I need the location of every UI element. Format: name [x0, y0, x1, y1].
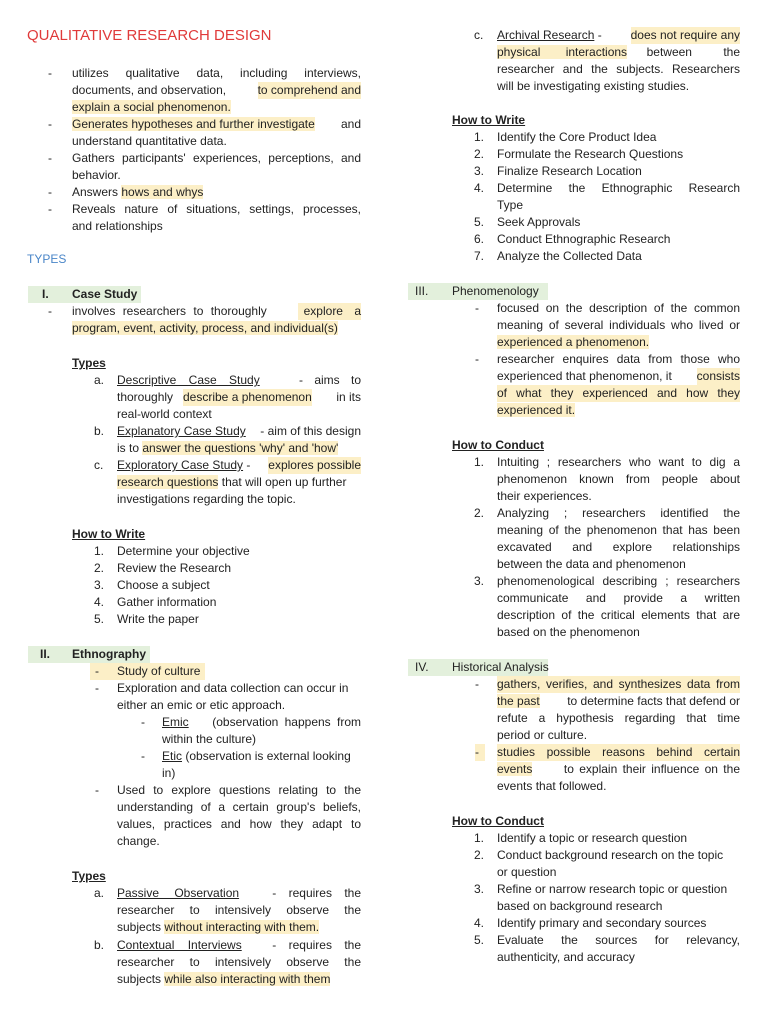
body-text: within the culture) [162, 732, 257, 746]
list-number: 3. [473, 882, 484, 896]
dash-marker: - [475, 301, 479, 315]
highlight-text: hows and whys [121, 185, 204, 199]
body-text [497, 44, 740, 61]
list-item: Identify a topic or research question [497, 831, 688, 845]
body-text: thoroughly [117, 390, 174, 404]
body-text [117, 885, 361, 902]
body-text: subjects [117, 972, 162, 986]
body-text: - aim of this design [260, 424, 361, 438]
list-item: phenomenological describing ; researchers [497, 574, 740, 588]
list-number: 1. [93, 544, 104, 558]
list-item: their experiences. [497, 489, 592, 503]
types-heading: TYPES [27, 252, 67, 266]
body-text: - requires the [272, 886, 361, 900]
list-item: Identify the Core Product Idea [497, 130, 657, 144]
body-text: Exploration and data collection can occur in [117, 681, 349, 695]
how-to-write-heading: How to Write [72, 527, 146, 541]
highlight-text: while also interacting with them [164, 972, 331, 986]
term-link: Archival Research [497, 28, 595, 42]
list-item: Analyzing ; researchers identified the [497, 506, 740, 520]
list-letter: c. [474, 28, 484, 42]
types-subheading: Types [72, 356, 106, 370]
list-number: 1. [473, 455, 484, 469]
list-number: 4. [473, 181, 484, 195]
body-text: - aims to [298, 373, 361, 387]
dash-marker: - [48, 151, 52, 165]
body-text [117, 440, 338, 457]
list-item: description of the critical elements that are [497, 608, 740, 622]
list-item: Refine or narrow research topic or question [497, 882, 728, 896]
list-number: 2. [473, 848, 484, 862]
list-number: 6. [473, 232, 484, 246]
list-item: Write the paper [117, 612, 199, 626]
body-text: experienced that phenomenon, it [497, 369, 672, 383]
list-letter: a. [94, 886, 105, 900]
list-item: Gather information [117, 595, 217, 609]
dash-marker: - [475, 745, 479, 759]
body-text [117, 389, 361, 406]
list-item: based on the phenomenon [497, 625, 640, 639]
section-numeral: I. [42, 287, 49, 301]
body-text: to explain their influence on the [563, 762, 740, 776]
section-numeral: II. [40, 647, 51, 661]
dash-marker: - [95, 664, 99, 678]
dash-marker: - [475, 352, 479, 366]
body-text [117, 919, 319, 936]
body-text [497, 402, 575, 419]
intro-text: understand quantitative data. [72, 134, 227, 148]
body-text: researcher to intensively observe the [117, 903, 361, 917]
list-number: 4. [93, 595, 104, 609]
list-item: Identify primary and secondary sources [497, 916, 707, 930]
body-text: involves researchers to thoroughly [72, 304, 267, 318]
body-text: focused on the description of the common [497, 301, 740, 315]
list-item: communicate and provide a written [497, 591, 740, 605]
highlight-text: physical interactions [497, 45, 628, 59]
list-number: 7. [473, 249, 484, 263]
section-title: Phenomenology [452, 284, 539, 298]
body-text [117, 372, 361, 389]
body-text: (observation happens from [212, 715, 361, 729]
intro-text [72, 184, 203, 201]
list-number: 5. [93, 612, 104, 626]
body-text: events that followed. [497, 779, 607, 793]
highlight-text: Generates hypotheses and further investigate [72, 117, 315, 131]
body-text [162, 714, 361, 731]
list-number: 3. [93, 578, 104, 592]
highlight-text: studies possible reasons behind certain [497, 745, 740, 759]
list-item: Evaluate the sources for relevancy, [497, 933, 740, 947]
intro-text: Answers [72, 185, 119, 199]
how-to-conduct-heading: How to Conduct [452, 814, 544, 828]
body-text [117, 457, 361, 474]
list-item: Determine the Ethnographic Research [497, 181, 740, 195]
highlight-text: research questions [117, 475, 219, 489]
how-to-conduct-heading: How to Conduct [452, 438, 544, 452]
list-number: 3. [473, 574, 484, 588]
intro-text: behavior. [72, 168, 121, 182]
dash-marker: - [475, 677, 479, 691]
list-number: 4. [473, 916, 484, 930]
term-link: Contextual Interviews [117, 938, 242, 952]
term-link: Descriptive Case Study [117, 373, 260, 387]
body-text [72, 303, 361, 320]
list-item: authenticity, and accuracy [497, 950, 635, 964]
list-number: 5. [473, 933, 484, 947]
list-item: Determine your objective [117, 544, 250, 558]
list-item: Finalize Research Location [497, 164, 642, 178]
types-subheading: Types [72, 869, 106, 883]
intro-text: Gathers participants' experiences, perceptions, and [72, 151, 361, 165]
body-text: in its [336, 390, 361, 404]
highlight-text: the past [497, 694, 540, 708]
body-text: to determine facts that defend or [567, 694, 740, 708]
list-item: excavated and explore relationships [497, 540, 740, 554]
page-title: QUALITATIVE RESEARCH DESIGN [27, 27, 272, 44]
list-item: Conduct background research on the topic [497, 848, 724, 862]
list-item: Choose a subject [117, 578, 210, 592]
body-text: real-world context [117, 407, 212, 421]
list-item: Intuiting ; researchers who want to dig a [497, 455, 740, 469]
list-item: Analyze the Collected Data [497, 249, 642, 263]
term-link: Explanatory Case Study [117, 424, 246, 438]
dash-marker: - [95, 681, 99, 695]
body-text: between the [646, 45, 740, 59]
highlight-text: events [497, 762, 533, 776]
body-text [72, 320, 338, 337]
section-numeral: IV. [415, 660, 429, 674]
body-text [117, 971, 330, 988]
list-item: phenomenon known from people about [497, 472, 740, 486]
body-text [497, 27, 740, 44]
body-text: that will open up further [221, 475, 347, 489]
body-text: Study of culture [117, 664, 201, 678]
dash-marker: - [141, 715, 145, 729]
list-number: 1. [473, 130, 484, 144]
body-text: will be investigating existing studies. [497, 79, 690, 93]
highlight-text: program, event, activity, process, and individual(s) [72, 321, 338, 335]
highlight-text: to comprehend and [257, 83, 361, 97]
highlight-text: gathers, verifies, and synthesizes data from [497, 677, 740, 691]
highlight-text: of what they experienced and how they [497, 386, 740, 400]
highlight-text: explores possible [268, 458, 361, 472]
list-item: between the data and phenomenon [497, 557, 686, 571]
highlight-text: describe a phenomenon [183, 390, 312, 404]
list-item: Conduct Ethnographic Research [497, 232, 671, 246]
body-text: in) [162, 766, 176, 780]
body-text [117, 423, 361, 440]
body-text: investigations regarding the topic. [117, 492, 296, 506]
intro-text: and [340, 117, 361, 131]
intro-text: utilizes qualitative data, including interviews, [72, 66, 361, 80]
list-number: 3. [473, 164, 484, 178]
list-item: meaning of the phenomenon that has been [497, 523, 740, 537]
section-numeral: III. [415, 284, 429, 298]
intro-text [72, 99, 231, 116]
body-text [117, 474, 361, 491]
highlight-text: explore a [298, 303, 361, 320]
dash-marker: - [141, 749, 145, 763]
dash-marker: - [48, 117, 52, 131]
body-text [497, 334, 649, 351]
highlight-text: consists [696, 369, 740, 383]
list-letter: c. [94, 458, 104, 472]
body-text: - [246, 458, 251, 472]
highlight-text: does not require any [630, 28, 740, 42]
body-text: meaning of several individuals who lived or [497, 318, 740, 332]
intro-text: Reveals nature of situations, settings, processes, [72, 202, 361, 216]
term-link: Etic [162, 749, 183, 763]
list-number: 2. [473, 506, 484, 520]
body-text: change. [117, 834, 160, 848]
list-item: based on background research [497, 899, 663, 913]
list-item: Review the Research [117, 561, 232, 575]
highlight-text: without interacting with them. [164, 920, 320, 934]
highlight-text: experienced it. [497, 403, 576, 417]
list-letter: b. [94, 938, 105, 952]
body-text: either an emic or etic approach. [117, 698, 286, 712]
body-text: subjects [117, 920, 162, 934]
dash-marker: - [48, 185, 52, 199]
list-item: or question [497, 865, 557, 879]
intro-text [72, 82, 361, 99]
body-text: refute a hypothesis regarding that time [497, 711, 740, 725]
list-item: Type [497, 198, 524, 212]
section-title: Historical Analysis [452, 660, 549, 674]
list-letter: a. [94, 373, 105, 387]
how-to-write-heading: How to Write [452, 113, 526, 127]
dash-marker: - [48, 66, 52, 80]
body-text: (observation is external looking [185, 749, 351, 763]
list-number: 2. [473, 147, 484, 161]
dash-marker: - [48, 202, 52, 216]
highlight-text: answer the questions 'why' and 'how' [142, 441, 339, 455]
highlight-text: experienced a phenomenon. [497, 335, 650, 349]
list-number: 1. [473, 831, 484, 845]
intro-text: documents, and observation, [72, 83, 227, 97]
list-item: Formulate the Research Questions [497, 147, 684, 161]
body-text: understanding of a certain group's beliefs, [117, 800, 361, 814]
list-item: Seek Approvals [497, 215, 581, 229]
body-text [497, 693, 740, 710]
highlight-text: explain a social phenomenon. [72, 100, 231, 114]
body-text: is to [117, 441, 140, 455]
dash-marker: - [48, 304, 52, 318]
body-text [497, 368, 740, 385]
body-text [497, 761, 740, 778]
intro-text [72, 116, 361, 133]
list-number: 5. [473, 215, 484, 229]
list-number: 2. [93, 561, 104, 575]
term-link: Emic [162, 715, 189, 729]
list-letter: b. [94, 424, 105, 438]
body-text [162, 748, 361, 765]
body-text: - requires the [272, 938, 361, 952]
section-title: Case Study [72, 287, 138, 301]
body-text [117, 937, 361, 954]
body-text: - [597, 28, 602, 42]
section-title: Ethnography [72, 647, 146, 661]
body-text: Used to explore questions relating to the [117, 783, 361, 797]
term-link: Passive Observation [117, 886, 240, 900]
body-text: researcher and the subjects. Researchers [497, 62, 740, 76]
body-text: values, practices and how they adapt to [117, 817, 361, 831]
dash-marker: - [95, 783, 99, 797]
body-text: researcher to intensively observe the [117, 955, 361, 969]
body-text: researcher enquires data from those who [497, 352, 740, 366]
term-link: Exploratory Case Study [117, 458, 244, 472]
intro-text: and relationships [72, 219, 163, 233]
body-text: period or culture. [497, 728, 588, 742]
